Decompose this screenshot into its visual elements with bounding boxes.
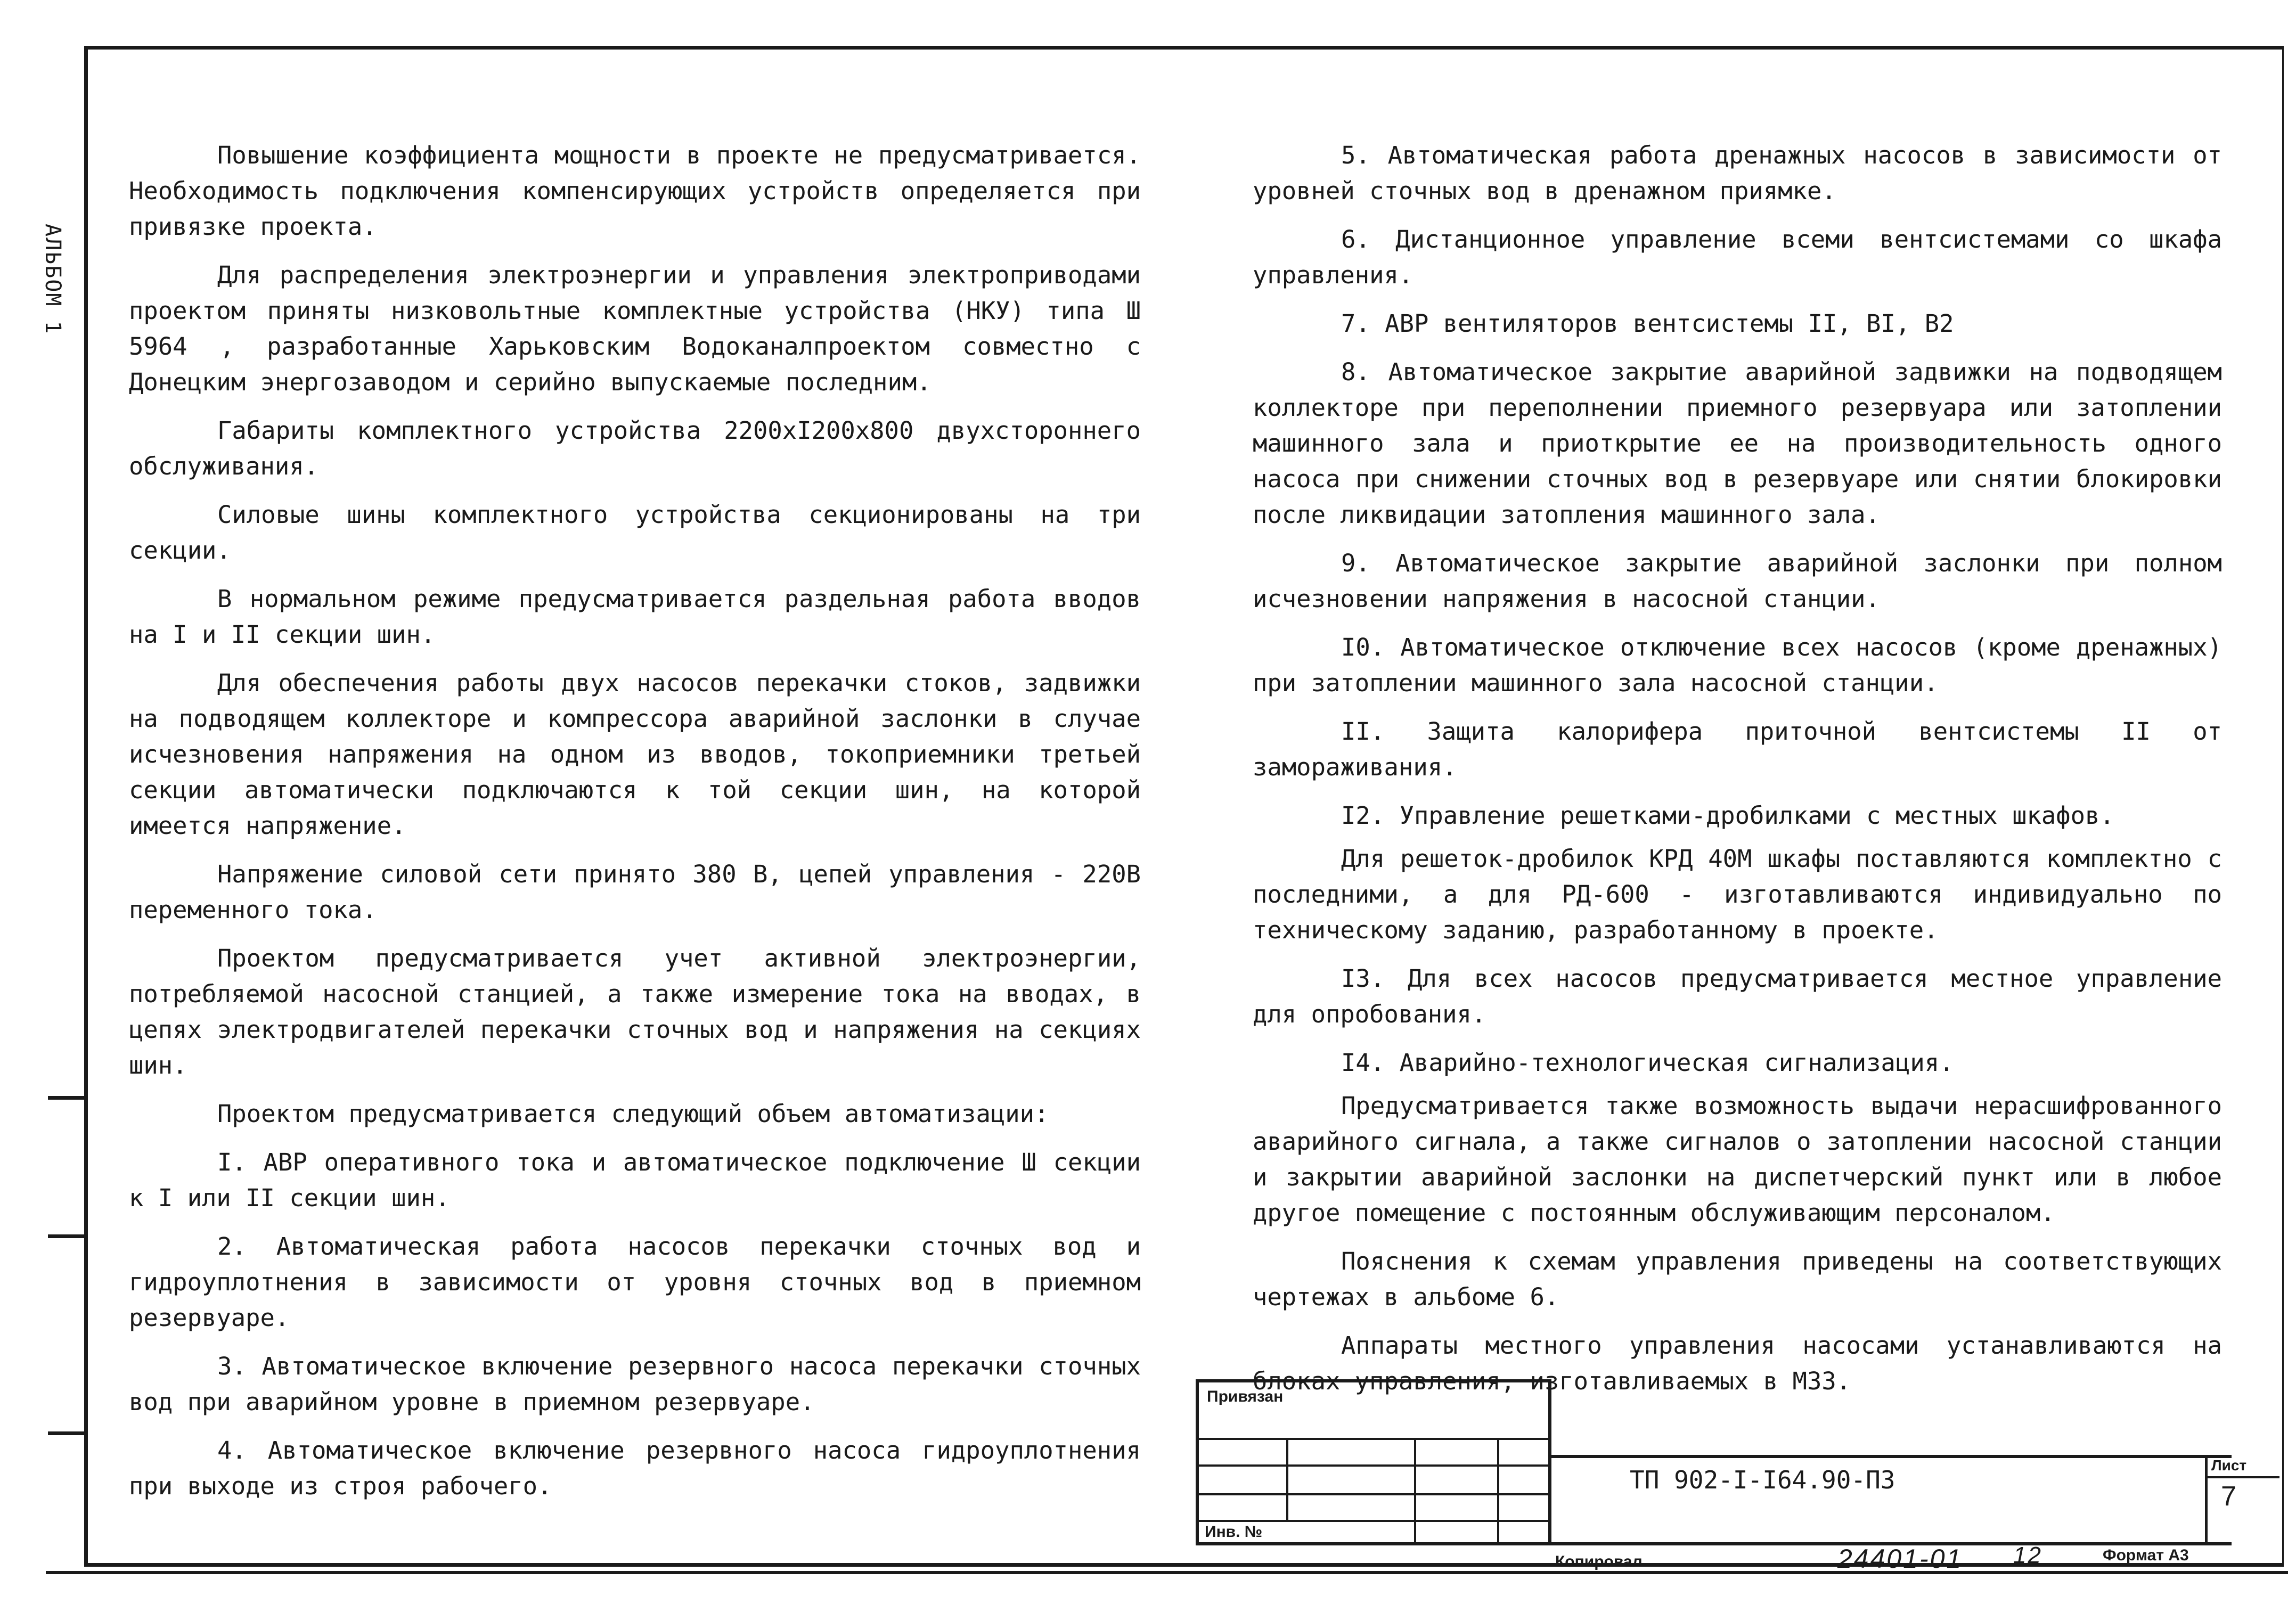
list-item: 4. Автоматическое включение резервного насоса гидроуплотнения при выходе из строя рабочего. (129, 1436, 1141, 1500)
list-item: 7. АВР вентиляторов вентсистемы II, BI, B2 (1341, 309, 1954, 338)
paragraph: Для распределения электроэнергии и управления электроприводами проектом приняты низковольтные комплектные устройства (НКУ) типа Ш 5964 , разработанные Харьковским Водоканалпроектом совместно с Донецким энергозаводом и серийно выпускаемые последним. (129, 261, 1141, 396)
list-item: I4. Аварийно-технологическая сигнализация. (1341, 1049, 1954, 1077)
sheet-separator (2205, 1476, 2279, 1478)
paragraph: Для обеспечения работы двух насосов перекачки стоков, задвижки на подводящем коллекторе и компрессора аварийной заслонки в случае исчезновения напряжения на одном из вводов, токоприемники третьей секции автоматически подключаются к той секции шин, на которой имеется напряжение. (129, 669, 1141, 840)
grid-line (1286, 1438, 1288, 1520)
list-item: 6. Дистанционное управление всеми вентсистемами со шкафа управления. (1253, 225, 2222, 289)
list-item: 3. Автоматическое включение резервного насоса перекачки сточных вод при аварийном уровне в приемном резервуаре. (129, 1352, 1141, 1416)
stamp-inv-no: Инв. № (1205, 1523, 1263, 1541)
paragraph: Проектом предусматривается учет активной электроэнергии, потребляемой насосной станцией, а также измерение тока на вводах, в цепях электродвигателей перекачки сточных вод и напряжения на секциях шин. (129, 944, 1141, 1079)
right-column (1253, 137, 2222, 1412)
list-item: 2. Автоматическая работа насосов перекачки сточных вод и гидроуплотнения в зависимости от уровня сточных вод в приемном резервуаре. (129, 1232, 1141, 1332)
archive-page: 12 (2013, 1542, 2042, 1568)
paragraph: Габариты комплектного устройства 2200хI200х800 двухстороннего обслуживания. (129, 416, 1141, 480)
paragraph: В нормальном режиме предусматривается раздельная работа вводов на I и II секции шин. (129, 585, 1141, 649)
paragraph: Для решеток-дробилок КРД 40М шкафы поставляются комплектно с последними, а для РД-600 - изготавливаются индивидуально по техническому заданию, разработанному в проекте. (1253, 845, 2222, 944)
document-code: ТП 902-I-I64.90-ПЗ (1630, 1466, 1895, 1494)
format-label: Формат А3 (2103, 1546, 2189, 1564)
paragraph: Пояснения к схемам управления приведены на соответствующих чертежах в альбоме 6. (1253, 1247, 2222, 1311)
stamp-privyazan: Привязан (1207, 1388, 1284, 1405)
list-item: I0. Автоматическое отключение всех насосов (кроме дренажных) при затоплении машинного зала насосной станции. (1253, 633, 2222, 697)
grid-line (1199, 1493, 1548, 1495)
copied-by-label: Копировал (1555, 1553, 1643, 1570)
list-item: I2. Управление решетками-дробилками с местных шкафов. (1341, 801, 2114, 830)
paragraph: Аппараты местного управления насосами устанавливаются на блоках управления, изготавливаемых в МЗЗ. (1253, 1331, 2222, 1395)
paragraph: Проектом предусматривается следующий объем автоматизации: (217, 1100, 1049, 1128)
paragraph: Повышение коэффициента мощности в проекте не предусматривается. Необходимость подключения компенсирующих устройств определяется при привязке проекта. (129, 141, 1141, 241)
list-item: I. АВР оперативного тока и автоматическое подключение Ш секции к I или II секции шин. (129, 1148, 1141, 1212)
list-item: I3. Для всех насосов предусматривается местное управление для опробования. (1253, 964, 2222, 1028)
grid-line (1199, 1520, 1548, 1522)
binding-tick (48, 1234, 84, 1238)
list-item: 5. Автоматическая работа дренажных насосов в зависимости от уровней сточных вод в дренажном приямке. (1253, 141, 2222, 205)
list-item: 9. Автоматическое закрытие аварийной заслонки при полном исчезновении напряжения в насосной станции. (1253, 549, 2222, 613)
left-column (129, 137, 1141, 1517)
grid-line (1199, 1464, 1548, 1467)
paragraph: Предусматривается также возможность выдачи нерасшифрованного аварийного сигнала, а также сигналов о затоплении насосной станции и закрытии аварийной заслонки на диспетчерский пункт или в любое другое помещение с постоянным обслуживающим персоналом. (1253, 1092, 2222, 1227)
sheet-number: 7 (2221, 1481, 2236, 1512)
archive-number: 24401-01 (1837, 1544, 1963, 1574)
list-item: II. Защита калорифера приточной вентсистемы II от замораживания. (1253, 717, 2222, 781)
binding-tick (48, 1431, 84, 1435)
paragraph: Напряжение силовой сети принято 380 В, цепей управления - 220В переменного тока. (129, 860, 1141, 924)
sheet-label: Лист (2211, 1457, 2247, 1474)
grid-line (1497, 1438, 1499, 1545)
paragraph: Силовые шины комплектного устройства секционированы на три секции. (129, 501, 1141, 564)
grid-line (1414, 1438, 1416, 1545)
album-margin-label: АЛЬБОМ 1 (40, 224, 65, 335)
grid-line (1199, 1438, 1548, 1440)
binding-tick (48, 1096, 84, 1100)
list-item: 8. Автоматическое закрытие аварийной задвижки на подводящем коллекторе при переполнении приемного резервуара или затоплении машинного зала и приоткрытие ее на производительность одного насоса при снижении сточных вод в резервуаре или снятии блокировки после ликвидации затопления машинного зала. (1253, 358, 2222, 529)
